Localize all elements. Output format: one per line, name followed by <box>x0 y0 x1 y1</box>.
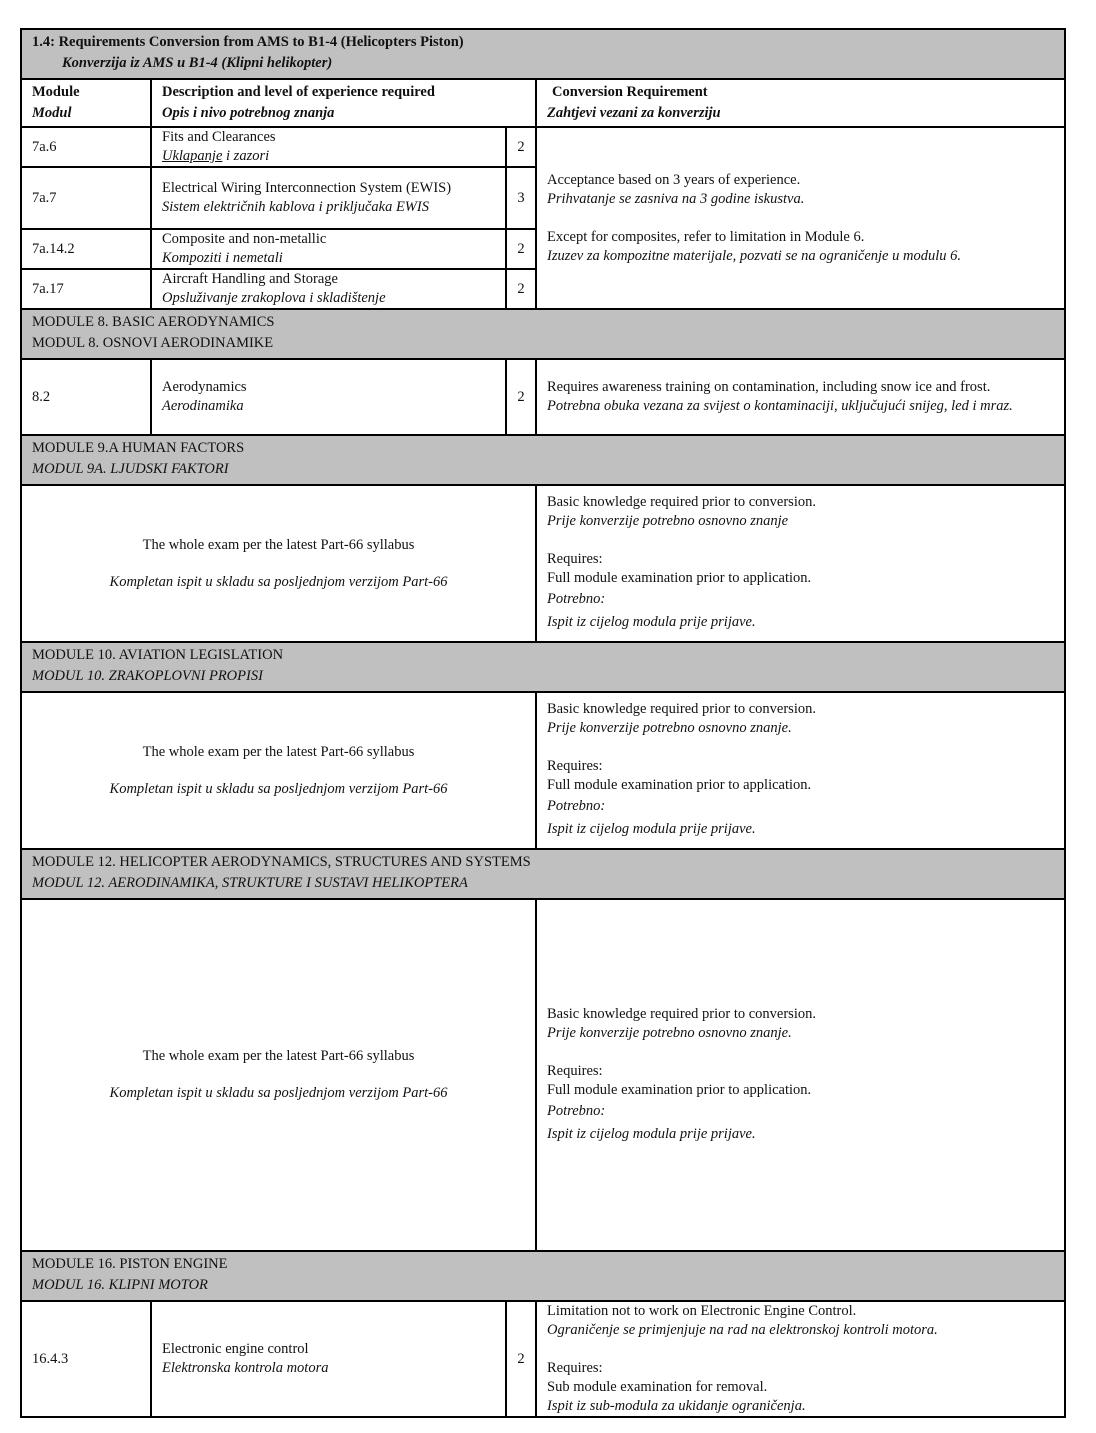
table-title-row <box>21 29 1065 79</box>
requirement-en: Limitation not to work on Electronic Engine Control. <box>547 1303 857 1319</box>
module-description <box>151 127 506 167</box>
description-en: Aerodynamics <box>162 379 247 395</box>
module-description <box>151 167 506 229</box>
requirement-en: Basic knowledge required prior to conversion. <box>547 701 816 717</box>
requirement-hr: Prihvatanje se zasniva na 3 godine iskustva. <box>547 190 805 207</box>
requirement-hr: Prije konverzije potrebno osnovno znanje <box>547 513 789 529</box>
level: 2 <box>506 359 536 435</box>
table-row <box>21 359 1065 435</box>
section-title-hr: MODUL 10. ZRAKOPLOVNI PROPISI <box>32 668 263 684</box>
description-en: Electrical Wiring Interconnection System (EWIS) <box>162 180 452 196</box>
whole-exam-en: The whole exam per the latest Part-66 syllabus <box>142 743 415 760</box>
whole-exam-cell <box>21 692 536 849</box>
title-en: 1.4: Requirements Conversion from AMS to B1-4 (Helicopters Piston) <box>32 34 464 50</box>
description-hr-underlined: Uklapanje <box>162 148 223 164</box>
requirement-en: Except for composites, refer to limitation in Module 6. <box>547 228 865 245</box>
title-hr: Konverzija iz AMS u B1-4 (Klipni helikopter) <box>62 55 333 71</box>
module-code: 7a.7 <box>21 167 151 229</box>
requirement-en: Requires awareness training on contamination, including snow ice and frost. <box>547 379 991 395</box>
whole-exam-hr: Kompletan ispit u skladu sa posljednjom verzijom Part-66 <box>109 780 448 797</box>
table-row <box>21 899 1065 1251</box>
conversion-requirements-table <box>20 28 1066 1418</box>
requires-label: Requires: <box>547 1062 603 1079</box>
header-conv-en: Conversion Requirement <box>552 84 708 100</box>
whole-exam-cell <box>21 485 536 642</box>
header-conversion <box>536 79 1065 127</box>
description-hr: Aerodinamika <box>162 398 244 414</box>
description-en: Fits and Clearances <box>162 129 276 145</box>
level: 2 <box>506 1301 536 1417</box>
section-header-module12 <box>21 849 1065 899</box>
section-header-module16 <box>21 1251 1065 1301</box>
section-title-hr: MODUL 12. AERODINAMIKA, STRUKTURE I SUSTAVI HELIKOPTERA <box>32 875 468 891</box>
module8-requirement <box>536 359 1065 435</box>
requirement-en: Full module examination prior to application. <box>547 570 812 586</box>
module10-requirement <box>536 692 1065 849</box>
whole-exam-en: The whole exam per the latest Part-66 syllabus <box>142 1048 415 1064</box>
header-module-hr: Modul <box>32 105 72 121</box>
potrebno-label: Potrebno: <box>547 591 606 607</box>
section-header-module8 <box>21 309 1065 359</box>
header-description <box>151 79 536 127</box>
requirement-en: Sub module examination for removal. <box>547 1379 768 1395</box>
header-module-en: Module <box>32 84 80 100</box>
header-desc-en: Description and level of experience required <box>162 84 435 100</box>
requirement-hr: Prije konverzije potrebno osnovno znanje. <box>547 1024 792 1041</box>
section-title-en: MODULE 9.A HUMAN FACTORS <box>32 440 245 456</box>
potrebno-label: Potrebno: <box>547 798 606 814</box>
header-desc-hr: Opis i nivo potrebnog znanja <box>162 105 335 121</box>
table-row <box>21 485 1065 642</box>
whole-exam-hr: Kompletan ispit u skladu sa posljednjom verzijom Part-66 <box>109 1085 448 1101</box>
section-title-en: MODULE 10. AVIATION LEGISLATION <box>32 647 284 663</box>
whole-exam-cell <box>21 899 536 1251</box>
section-title-en: MODULE 12. HELICOPTER AERODYNAMICS, STRUCTURES AND SYSTEMS <box>32 854 531 870</box>
requirement-hr: Ograničenje se primjenjuje na rad na elektronskoj kontroli motora. <box>547 1322 938 1338</box>
table-title <box>21 29 1065 79</box>
section-title-en: MODULE 8. BASIC AERODYNAMICS <box>32 314 275 330</box>
requirement-en: Full module examination prior to application. <box>547 777 812 793</box>
requirement-hr: Prije konverzije potrebno osnovno znanje. <box>547 720 792 736</box>
requirement-hr: Ispit iz cijelog modula prije prijave. <box>547 614 756 630</box>
table-row <box>21 692 1065 849</box>
requirement-hr: Ispit iz sub-modula za ukidanje ograničenja. <box>547 1398 806 1414</box>
requirement-en: Acceptance based on 3 years of experience. <box>547 171 801 188</box>
level: 2 <box>506 127 536 167</box>
description-hr: Sistem električnih kablova i priključaka EWIS <box>162 199 429 215</box>
module-code: 16.4.3 <box>21 1301 151 1417</box>
requires-label: Requires: <box>547 758 603 774</box>
header-conv-hr: Zahtjevi vezani za konverziju <box>547 105 721 121</box>
requirement-hr: Ispit iz cijelog modula prije prijave. <box>547 1125 756 1142</box>
requires-label: Requires: <box>547 551 603 567</box>
module12-requirement <box>536 899 1065 1251</box>
description-hr: Elektronska kontrola motora <box>162 1360 329 1376</box>
module-description <box>151 269 506 309</box>
requirement-hr: Potrebna obuka vezana za svijest o kontaminaciji, uključujući snijeg, led i mraz. <box>547 398 1013 414</box>
section-header-module9a <box>21 435 1065 485</box>
requires-label: Requires: <box>547 1360 603 1376</box>
section-title-en: MODULE 16. PISTON ENGINE <box>32 1256 228 1272</box>
header-module <box>21 79 151 127</box>
module-description <box>151 359 506 435</box>
description-en: Electronic engine control <box>162 1341 309 1357</box>
table-row <box>21 127 1065 167</box>
section-title-hr: MODUL 16. KLIPNI MOTOR <box>32 1277 208 1293</box>
module-description <box>151 1301 506 1417</box>
description-en: Composite and non-metallic <box>162 231 327 247</box>
level: 2 <box>506 229 536 269</box>
column-header-row <box>21 79 1065 127</box>
requirement-en: Basic knowledge required prior to conversion. <box>547 1005 816 1022</box>
module16-requirement <box>536 1301 1065 1417</box>
whole-exam-hr: Kompletan ispit u skladu sa posljednjom verzijom Part-66 <box>109 573 448 590</box>
whole-exam-en: The whole exam per the latest Part-66 syllabus <box>142 536 415 553</box>
description-hr: i zazori <box>222 148 270 164</box>
section-title-hr: MODUL 9A. LJUDSKI FAKTORI <box>32 461 229 477</box>
requirement-hr: Ispit iz cijelog modula prije prijave. <box>547 821 756 837</box>
section-header-module10 <box>21 642 1065 692</box>
requirement-en: Basic knowledge required prior to conversion. <box>547 494 816 510</box>
section-title-hr: MODUL 8. OSNOVI AERODINAMIKE <box>32 335 274 351</box>
requirement-en: Full module examination prior to application. <box>547 1081 812 1098</box>
description-hr: Opsluživanje zrakoplova i skladištenje <box>162 290 386 306</box>
module-description <box>151 229 506 269</box>
description-hr: Kompoziti i nemetali <box>162 250 283 266</box>
module-code: 7a.17 <box>21 269 151 309</box>
module-code: 7a.6 <box>21 127 151 167</box>
document-page <box>20 28 1064 1418</box>
module7-requirement <box>536 127 1065 309</box>
module9-requirement <box>536 485 1065 642</box>
module-code: 8.2 <box>21 359 151 435</box>
potrebno-label: Potrebno: <box>547 1102 606 1119</box>
table-row <box>21 1301 1065 1417</box>
requirement-hr: Izuzev za kompozitne materijale, pozvati se na ograničenje u modulu 6. <box>547 247 961 264</box>
description-en: Aircraft Handling and Storage <box>162 271 338 287</box>
level: 2 <box>506 269 536 309</box>
level: 3 <box>506 167 536 229</box>
module-code: 7a.14.2 <box>21 229 151 269</box>
